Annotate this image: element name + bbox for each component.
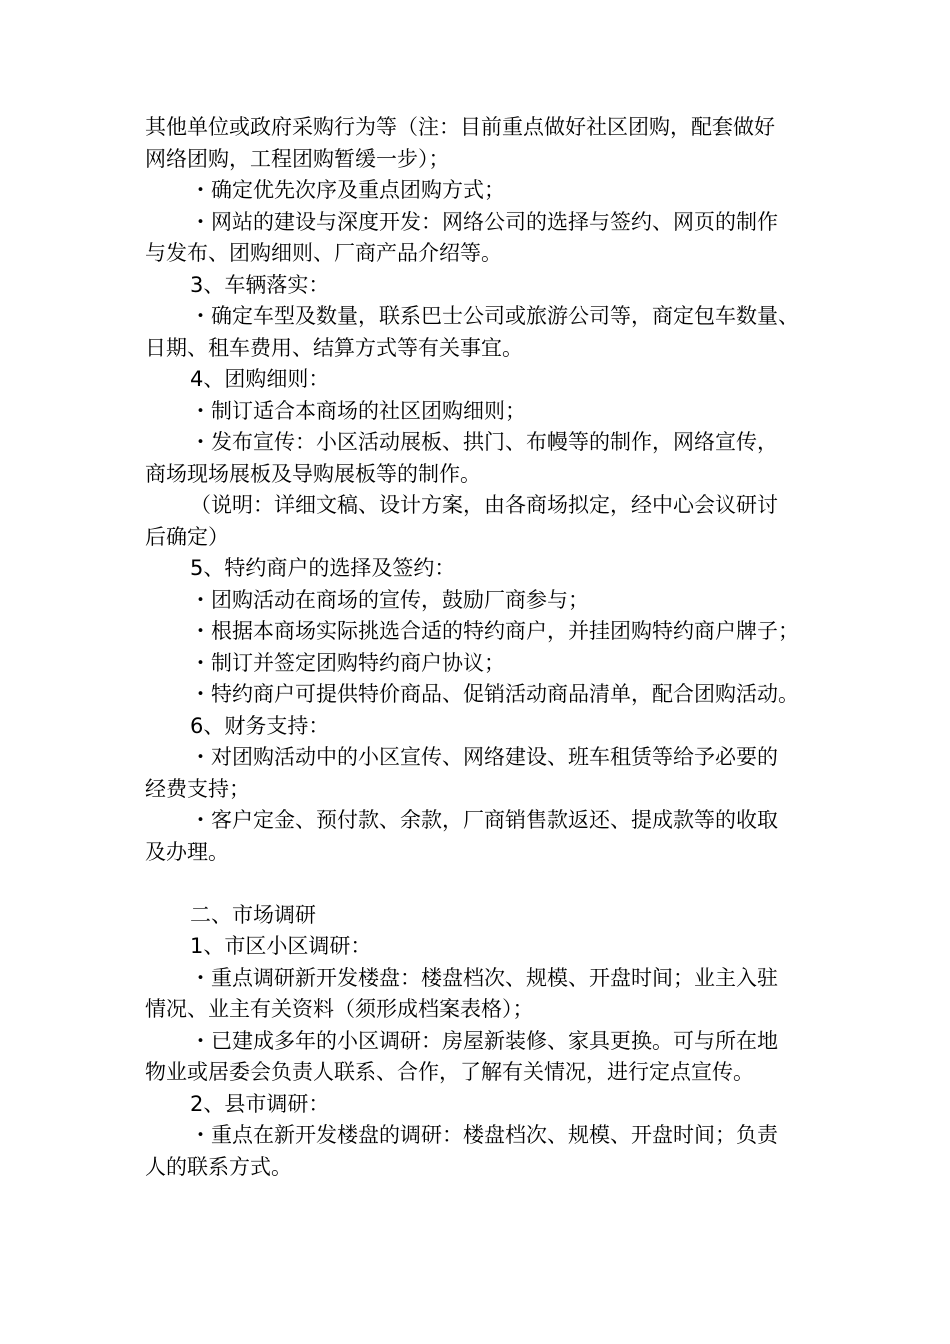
chapter-heading: 二、市场调研 [190, 902, 316, 927]
bullet-item: ・已建成多年的小区调研：房屋新装修、家具更换。可与所在地 [190, 1028, 778, 1053]
paragraph-line: 情况、业主有关资料（须形成档案表格）； [145, 997, 534, 1021]
paragraph-line: 后确定） [145, 524, 229, 549]
bullet-item: ・对团购活动中的小区宣传、网络建设、班车租赁等给予必要的 [190, 745, 778, 769]
paragraph-line: 网络团购，工程团购暂缓一步）； [145, 146, 450, 171]
bullet-item: ・制订并签定团购特约商户协议； [190, 650, 505, 675]
section-heading: 3、车辆落实： [190, 272, 330, 297]
bullet-item: ・根据本商场实际挑选合适的特约商户，并挂团购特约商户牌子； [190, 619, 799, 643]
section-heading: 5、特约商户的选择及签约： [190, 556, 456, 580]
bullet-item: ・网站的建设与深度开发：网络公司的选择与签约、网页的制作 [190, 209, 778, 234]
paragraph-line: 商场现场展板及导购展板等的制作。 [145, 461, 481, 486]
bullet-item: ・确定车型及数量，联系巴士公司或旅游公司等，商定包车数量、 [190, 304, 799, 328]
paragraph-line: 物业或居委会负责人联系、合作，了解有关情况，进行定点宣传。 [145, 1060, 754, 1084]
bullet-item: ・发布宣传：小区活动展板、拱门、布幔等的制作，网络宣传， [190, 430, 778, 454]
paragraph-line: 日期、租车费用、结算方式等有关事宜。 [145, 335, 523, 360]
paragraph-line: 经费支持； [145, 776, 250, 801]
section-heading: 2、县市调研： [190, 1091, 330, 1116]
section-heading: 6、财务支持： [190, 713, 330, 738]
bullet-item: ・特约商户可提供特价商品、促销活动商品清单，配合团购活动。 [190, 682, 799, 706]
paragraph-line: 其他单位或政府采购行为等（注：目前重点做好社区团购，配套做好 [145, 115, 775, 139]
bullet-item: ・重点在新开发楼盘的调研：楼盘档次、规模、开盘时间；负责 [190, 1123, 778, 1147]
section-heading: 4、团购细则： [190, 367, 330, 391]
blank-line [145, 868, 810, 900]
paragraph-line: 与发布、团购细则、厂商产品介绍等。 [145, 241, 502, 265]
bullet-item: ・客户定金、预付款、余款，厂商销售款返还、提成款等的收取 [190, 808, 778, 832]
bullet-item: ・确定优先次序及重点团购方式； [190, 178, 505, 202]
bullet-item: ・重点调研新开发楼盘：楼盘档次、规模、开盘时间；业主入驻 [190, 965, 778, 990]
section-heading: 1、市区小区调研： [190, 934, 372, 958]
note-line: （说明：详细文稿、设计方案，由各商场拟定，经中心会议研讨 [190, 493, 778, 517]
paragraph-line: 及办理。 [145, 839, 229, 864]
bullet-item: ・团购活动在商场的宣传，鼓励厂商参与； [190, 587, 589, 612]
bullet-item: ・制订适合本商场的社区团购细则； [190, 398, 526, 423]
paragraph-line: 人的联系方式。 [145, 1154, 292, 1179]
document-page [145, 112, 810, 1183]
